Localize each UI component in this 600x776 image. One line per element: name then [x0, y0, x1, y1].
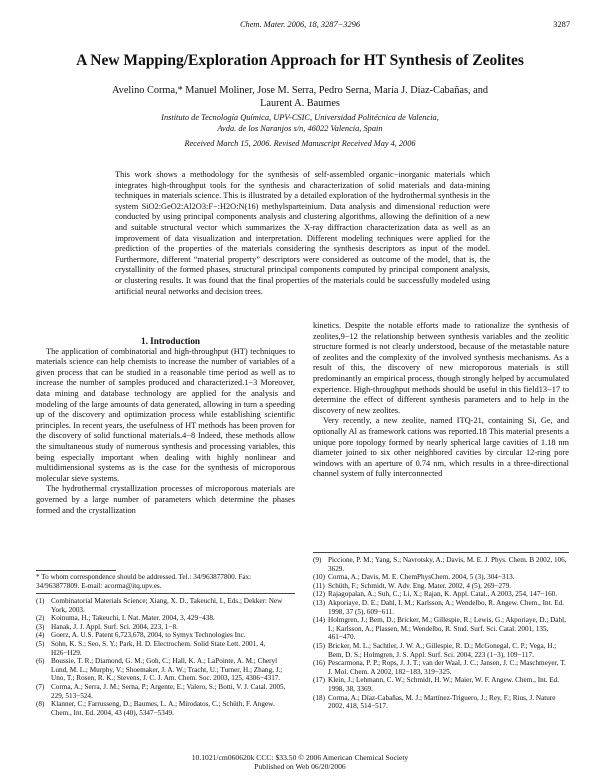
- reference-text: Goerz, A. U.S. Patent 6,723,678, 2004, to Symyx Technologies Inc.: [51, 631, 246, 640]
- reference-number: (9): [313, 556, 322, 564]
- reference-item: [36, 631, 295, 640]
- paragraph: kinetics. Despite the notable efforts made to rationalize the synthesis of zeolites,9−12 the relationship between synthesis variables and the zeolitic structure formed is not clearly understood, because of the metastable nature of zeolites and the complexity of the involved synthesis mechanisms. As a result of this, the discovery of new microporous materials is still predominantly an empirical process, though strongly helped by accumulated experience. High-throughput methods should be useful in this field13−17 to determine the effect of different synthesis parameters and to help in the discovery of new zeolites.: [313, 321, 569, 415]
- paragraph: Very recently, a new zeolite, named ITQ-21, containing Si, Ge, and optionally Al as framework cations was reported.18 This material presents a unique pore topology formed by nearly spherical large cavities of 1.18 nm diameter joined to six other neighbored cavities by circular 12-ring pore windows with an aperture of 0.74 nm, which results in a three-directional channel system of fully interconnected: [313, 416, 569, 479]
- reference-number: (10): [313, 573, 325, 582]
- reference-number: (4): [36, 631, 45, 640]
- reference-text: Sohn, K. S.; Seo, S. Y.; Park, H. D. Electrochem. Solid State Lett. 2001, 4, H26−H29.: [51, 639, 266, 657]
- reference-number: (5): [36, 639, 45, 648]
- reference-number: (2): [36, 614, 45, 623]
- reference-number: (11): [313, 581, 325, 590]
- affiliation-line-2: Avda. de los Naranjos s/n, 46022 Valencia, Spain: [217, 124, 383, 133]
- reference-item: [36, 597, 295, 614]
- reference-item: [313, 590, 569, 599]
- article-title: A New Mapping/Exploration Approach for HT Synthesis of Zeolites: [76, 52, 524, 69]
- affiliation-line-1: Instituto de Tecnología Química, UPV-CSIC, Universidad Politécnica de Valencia,: [161, 113, 439, 122]
- paragraph: The application of combinatorial and high-throughput (HT) techniques to materials science can help chemists to increase the number of variables of a given process that can be studied in a reasonable time period as well as to increase the number of samples produced and characterized.1−3 Moreover, data mining and database technology are applied for the analysis and modeling of the large amounts of data generated, allowing in turn a speeding up of the discovery and optimization process while establishing scientific principles. In recent years, the usefulness of HT methods has been proven for the discovery of solid functional materials.4−8 Indeed, these methods allow the simultaneous study of numerous synthesis and processing variables, this being especially important when dealing with highly nonlinear and multidimensional systems as is the case for the synthesis of microporous molecular sieve systems.: [36, 346, 295, 483]
- section-heading-introduction: 1. Introduction: [140, 336, 201, 346]
- reference-text: Boussie, T. R.; Diamond, G. M.; Goh, C.; Hall, K. A.; LaPointe, A. M.; Cheryl Lund, M. L.; Murphy, V.; Shoemaker, J. A. W.; Tracht, U.; Turner, H.; Zhang, J.; Uno, T.; Rosen, R. K.; Stevens, J. C. J. Am. Chem. Soc. 2003, 125, 4306−4317.: [51, 657, 283, 683]
- reference-text: Bricker, M. L.; Sachtler, J. W. A.; Gillespie, R. D.; McGonegal, C. P.; Vega, H.; Bem, D. S.; Holmgren, J. S. Appl. Surf. Sci. 2004, 223 (1−3), 109−117.: [328, 641, 557, 659]
- reference-text: Corma, A.; Davis, M. E. ChemPhysChem. 2004, 5 (3), 304−313.: [328, 573, 515, 582]
- running-header: [0, 20, 600, 34]
- authors-line-1: Avelino Corma,* Manuel Moliner, Jose M. Serra, Pedro Serna, María J. Díaz-Cabañas, and: [112, 85, 488, 96]
- received-dates: Received March 15, 2006. Revised Manuscript Received May 4, 2006: [184, 139, 416, 148]
- doi-copyright: 10.1021/cm060620k CCC: $33.50 © 2006 American Chemical Society: [191, 753, 409, 762]
- reference-item: [36, 640, 295, 657]
- reference-text: Klein, J.; Lehmann, C. W.; Schmidt, H. W.; Maier, W. F. Angew. Chem., Int. Ed. 1998, 38, 3369.: [328, 676, 560, 693]
- paragraph: The hydrothermal crystallization processes of microporous materials are governed by a large number of parameters which determine the phases formed and the crystallization: [36, 484, 295, 515]
- reference-item: [313, 582, 569, 591]
- reference-list-right: [313, 556, 569, 711]
- reference-number: (7): [36, 682, 45, 691]
- reference-number: (15): [313, 641, 325, 650]
- references-divider-right: [313, 552, 569, 553]
- reference-item: [313, 556, 569, 573]
- reference-text: Corma, A.; Díaz-Cabañas, M. J.; Martínez-Triguero, J.; Rey, F.; Rius, J. Nature 2002, 418, 514−517.: [328, 693, 556, 711]
- reference-text: Holmgren, J.; Bem, D.; Bricker, M.; Gillespie, R.; Lewis, G.; Akporiaye, D.; Dahl, I.; Karlsson, A.; Plassen, M.; Wendelbo, R. Stud. Surf. Sci. Catal. 2001, 135, 461−470.: [328, 616, 566, 642]
- reference-item: [36, 657, 295, 683]
- reference-item: [36, 623, 295, 632]
- reference-text: Akporiaye, D. E.; Dahl, I. M.; Karlsson, A.; Wendelbo, R. Angew. Chem., Int. Ed. 1998, 37 (5), 609−611.: [328, 598, 564, 616]
- reference-item: [36, 700, 295, 717]
- reference-text: Koinuma, H.; Takeuchi, I. Nat. Mater. 2004, 3, 429−438.: [51, 614, 215, 623]
- reference-text: Corma, A.; Serra, J. M.; Serna, P.; Argente, E.; Valero, S.; Botti, V. J. Catal. 2005, 229, 513−524.: [51, 682, 286, 700]
- reference-text: Rajagopalan, A.; Suh, C.; Li, X.; Rajan, K. Appl. Catal., A 2003, 254, 147−160.: [328, 590, 558, 599]
- reference-number: (18): [313, 693, 325, 702]
- page-number: 3287: [553, 20, 570, 29]
- reference-number: (8): [36, 700, 45, 709]
- reference-number: (17): [313, 676, 325, 685]
- reference-text: Hanak, J. J. Appl. Surf. Sci. 2004, 223, 1−8.: [51, 622, 178, 631]
- journal-citation: Chem. Mater. 2006, 18, 3287−3296: [239, 20, 361, 29]
- publication-date: Published on Web 06/20/2006: [254, 762, 346, 771]
- reference-list-left: [36, 597, 295, 717]
- left-column: [36, 336, 295, 516]
- authors-line-2: Laurent A. Baumes: [260, 98, 340, 109]
- reference-text: Klanner, C.; Farrusseng, D.; Baumes, L. A.; Mirodatos, C.; Schüth, F. Angew. Chem., Int. Ed. 2004, 43 (40), 5347−5349.: [51, 700, 275, 717]
- reference-item: [313, 659, 569, 676]
- reference-text: Schüth, F.; Schmidt, W. Adv. Eng. Mater. 2002, 4 (5), 269−279.: [328, 581, 512, 590]
- reference-number: (16): [313, 659, 325, 668]
- reference-number: (6): [36, 657, 45, 666]
- reference-item: [313, 642, 569, 659]
- page-footer: [0, 753, 600, 771]
- references-divider-left: [36, 593, 295, 594]
- reference-item: [313, 616, 569, 642]
- reference-item: [36, 614, 295, 623]
- reference-number: (13): [313, 598, 325, 607]
- affiliation: [40, 112, 560, 134]
- reference-item: [313, 573, 569, 582]
- reference-item: [36, 683, 295, 700]
- correspondence-footnote: * To whom correspondence should be addressed. Tel.: 34/963877800. Fax: 34/963877809. E-mail: acorma@itq.upv.es.: [36, 573, 252, 590]
- reference-text: Combinatorial Materials Science; Xiang, X. D., Takeuchi, I., Eds.; Dekker: New York, 2003.: [51, 597, 283, 614]
- reference-number: (14): [313, 616, 325, 625]
- reference-number: (1): [36, 597, 45, 605]
- reference-text: Piccione, P. M.; Yang, S.; Navrotsky, A.; Davis, M. E. J. Phys. Chem. B 2002, 106, 3629.: [328, 556, 567, 573]
- reference-item: [313, 599, 569, 616]
- abstract: This work shows a methodology for the synthesis of self-assembled organic−inorganic materials which integrates high-throughput tools for the synthesis and characterization of solid materials and data-mining techniques in materials science. This is illustrated by a detailed exploration of the hydrothermal synthesis in the system SiO2:GeO2:Al2O3:F−:H2O:N(16) methylsparteinium. Data analysis and dimensional reduction were conducted by using principal components analysis and clustering algorithms, allowing the definition of a new and suitable structural vector which summarizes the X-ray diffraction characterization data as well as an improvement of data visualization and interpretation. Different modeling techniques were applied for the prediction of the properties of the materials considering the synthesis descriptors as input of the model. Furthermore, different “material property” descriptors were considered as outcome of the model, that is, the crystallinity of the formed phases, structural principal components computed by principal component analysis, or clustering results. It was found that the final properties of the materials could be successfully modeled using artificial neural networks and decision trees.: [115, 170, 490, 296]
- reference-item: [313, 676, 569, 693]
- reference-item: [313, 694, 569, 711]
- footnote-divider: [36, 570, 116, 571]
- reference-number: (12): [313, 590, 325, 599]
- right-column: [313, 321, 569, 480]
- author-list: [40, 84, 560, 110]
- reference-text: Pescarmona, P. P.; Rops, J. J. T.; van der Waal, J. C.; Jansen, J. C.; Maschmeyer, T. J. Mol. Chem. A 2002, 182−183, 319−325.: [328, 659, 566, 676]
- reference-number: (3): [36, 622, 45, 631]
